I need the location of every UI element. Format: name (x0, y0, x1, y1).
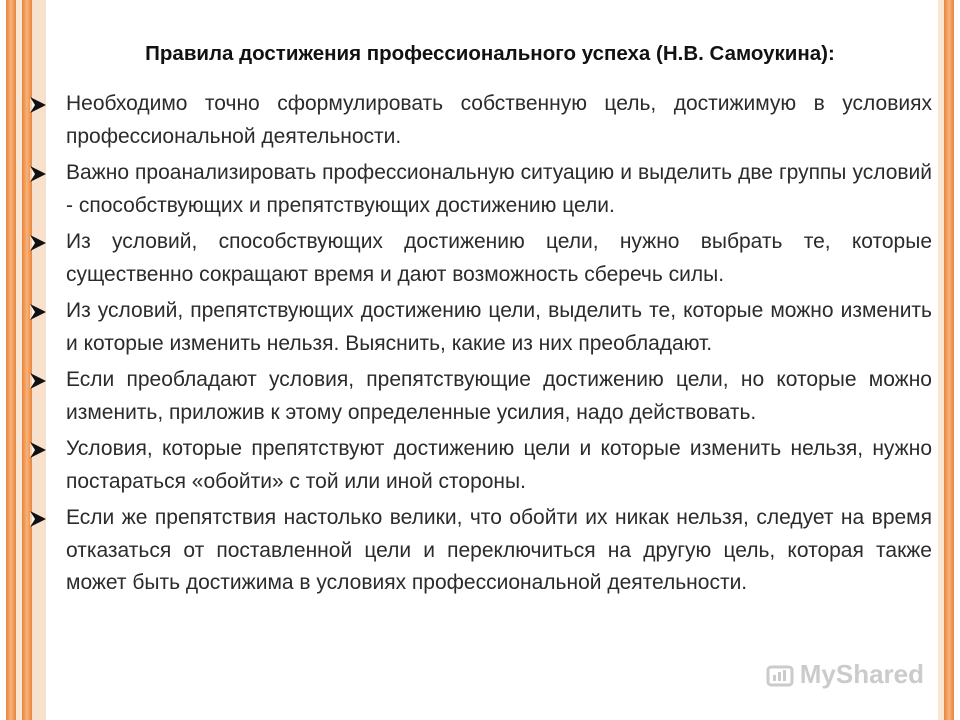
rules-list (66, 88, 932, 604)
arrowhead-bullet-icon (28, 371, 48, 391)
list-item-text: Если преобладают условия, препятствующие достижению цели, но которые можно изменить, приложив к этому определенные усилия, надо действовать. (66, 368, 932, 424)
arrowhead-bullet-icon (28, 440, 48, 460)
arrowhead-bullet-icon (28, 95, 48, 115)
watermark-text: MyShared (799, 659, 924, 689)
list-item (66, 88, 932, 153)
list-item-text: Условия, которые препятствуют достижению цели и которые изменить нельзя, нужно постараться «обойти» с той или иной стороны. (66, 437, 932, 493)
list-item (66, 364, 932, 429)
watermark (766, 659, 924, 690)
list-item (66, 502, 932, 600)
slide-title: Правила достижения профессионального успеха (Н.В. Самоукина): (145, 42, 835, 65)
list-item-text: Если же препятствия настолько велики, что обойти их никак нельзя, следует на время отказаться от поставленной цели и переключиться на другую цель, которая также может быть достижима в условиях профессиональной деятельности. (66, 506, 932, 594)
arrowhead-bullet-icon (28, 233, 48, 253)
arrowhead-bullet-icon (28, 164, 48, 184)
list-item-text: Важно проанализировать профессиональную ситуацию и выделить две группы условий - способствующих и препятствующих достижению цели. (66, 161, 932, 217)
list-item (66, 226, 932, 291)
arrowhead-bullet-icon (28, 302, 48, 322)
arrowhead-bullet-icon (28, 509, 48, 529)
list-item (66, 433, 932, 498)
list-item-text: Из условий, способствующих достижению цели, нужно выбрать те, которые существенно сокращают время и дают возможность сберечь силы. (66, 230, 932, 286)
list-item (66, 295, 932, 360)
list-item-text: Из условий, препятствующих достижению цели, выделить те, которые можно изменить и которые изменить нельзя. Выяснить, какие из них преобладают. (66, 299, 932, 355)
list-item (66, 157, 932, 222)
myshared-logo-icon (766, 661, 794, 689)
list-item-text: Необходимо точно сформулировать собственную цель, достижимую в условиях профессиональной деятельности. (66, 92, 932, 148)
